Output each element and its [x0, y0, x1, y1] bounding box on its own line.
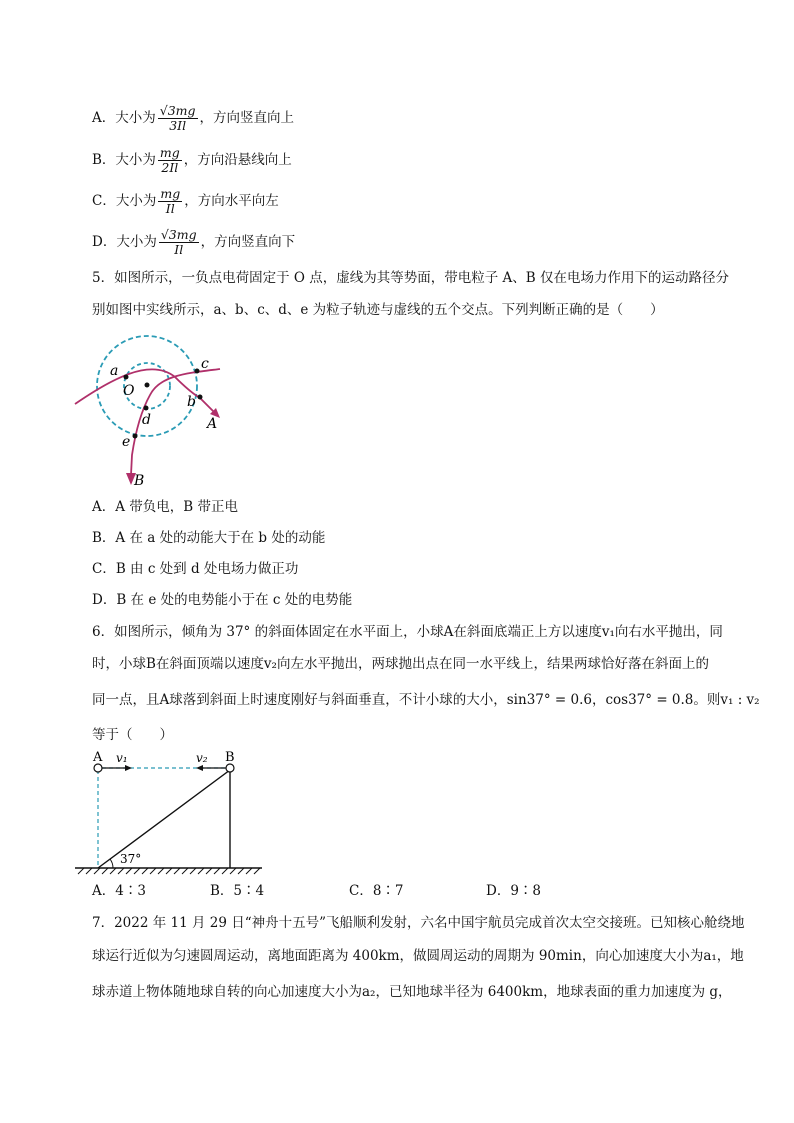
incline: [98, 770, 230, 868]
q6-stem-line3: 同一点，且A球落到斜面上时速度刚好与斜面垂直，不计小球的大小，sin37° = 0.6，cos37° = 0.8。则v₁ : v₂: [92, 692, 760, 708]
q4-option-d: D．大小为 $\frac{√3mg}{Il}$ ，方向竖直向下: [92, 227, 296, 257]
label-v2: v₂: [196, 751, 208, 765]
q5-option-d: D．B 在 e 处的电势能小于在 c 处的电势能: [92, 592, 353, 608]
point-a: [124, 375, 129, 380]
label-d: d: [142, 412, 151, 428]
q7-stem-line3: 球赤道上物体随地球自转的向心加速度大小为a₂，已知地球半径为 6400km，地球表面的重力加速度为 g，: [92, 984, 732, 1000]
fraction: $\frac{√3mg}{3Il}$: [159, 103, 196, 133]
point-c: [195, 369, 200, 374]
label-O: O: [123, 383, 135, 399]
label-B: B: [225, 750, 235, 765]
q4-option-b: B．大小为 $\frac{mg}{2Il}$ ，方向沿悬线向上: [92, 145, 292, 175]
arrow-v1-head: [125, 765, 132, 771]
q6-figure: [70, 748, 270, 878]
q4-option-a: A．大小为 $\frac{√3mg}{3Il}$ ，方向竖直向上: [92, 103, 295, 133]
point-d: [144, 406, 149, 411]
q7-stem-line1: 7．2022 年 11 月 29 日“神舟十五号”飞船顺利发射，六名中国宇航员完成首次太空交接班。已知核心舱绕地: [92, 915, 745, 931]
q6-options: [92, 881, 541, 901]
q6-option-b: B．5∶4: [210, 883, 265, 899]
q6-stem-line1: 6．如图所示，倾角为 37° 的斜面体固定在水平面上，小球A在斜面底端正上方以速度v₁向右水平抛出，同: [92, 624, 723, 640]
q5-stem-line1: 5．如图所示，一负点电荷固定于 O 点，虚线为其等势面，带电粒子 A、B 仅在电场力作用下的运动路径分: [92, 270, 729, 286]
ball-B: [226, 764, 234, 772]
q4-option-c: C．大小为 $\frac{mg}{Il}$ ，方向水平向左: [92, 186, 279, 216]
q5-option-b: B．A 在 a 处的动能大于在 b 处的动能: [92, 530, 326, 546]
q6-option-d: D．9∶8: [486, 883, 542, 899]
q5-option-a: A．A 带负电，B 带正电: [92, 499, 239, 515]
label-A: A: [93, 750, 103, 765]
q6-stem-line4: 等于（ ）: [92, 727, 173, 743]
fraction: $\frac{mg}{Il}$: [160, 186, 181, 216]
arrow-v2-head: [196, 765, 203, 771]
point-b: [198, 395, 203, 400]
q5-figure: [70, 325, 240, 495]
label-a: a: [110, 363, 119, 379]
angle-arc: [110, 859, 113, 868]
ball-A: [94, 764, 102, 772]
label-B: B: [134, 473, 145, 489]
ground-hatch: [78, 868, 260, 874]
q7-stem-line2: 球运行近似为匀速圆周运动，离地面距离为 400km，做圆周运动的周期为 90min，向心加速度大小为a₁，地: [92, 948, 744, 964]
label-c: c: [201, 356, 209, 372]
q6-option-c: C．8∶7: [349, 883, 404, 899]
q5-option-c: C．B 由 c 处到 d 处电场力做正功: [92, 561, 299, 577]
label-b: b: [187, 394, 196, 410]
q5-stem-line2: 别如图中实线所示，a、b、c、d、e 为粒子轨迹与虚线的五个交点。下列判断正确的是（ ）: [92, 302, 664, 318]
point-e: [133, 434, 138, 439]
fraction: $\frac{√3mg}{Il}$: [160, 227, 197, 257]
point-O: [145, 383, 150, 388]
label-v1: v₁: [116, 751, 128, 765]
q6-stem-line2: 时，小球B在斜面顶端以速度v₂向左水平抛出，两球抛出点在同一水平线上，结果两球恰好落在斜面上的: [92, 656, 709, 672]
q6-option-a: A．4∶3: [92, 883, 146, 899]
label-A: A: [207, 416, 218, 432]
fraction: $\frac{mg}{2Il}$: [159, 145, 180, 175]
label-e: e: [122, 434, 131, 450]
label-angle: 37°: [120, 852, 142, 866]
